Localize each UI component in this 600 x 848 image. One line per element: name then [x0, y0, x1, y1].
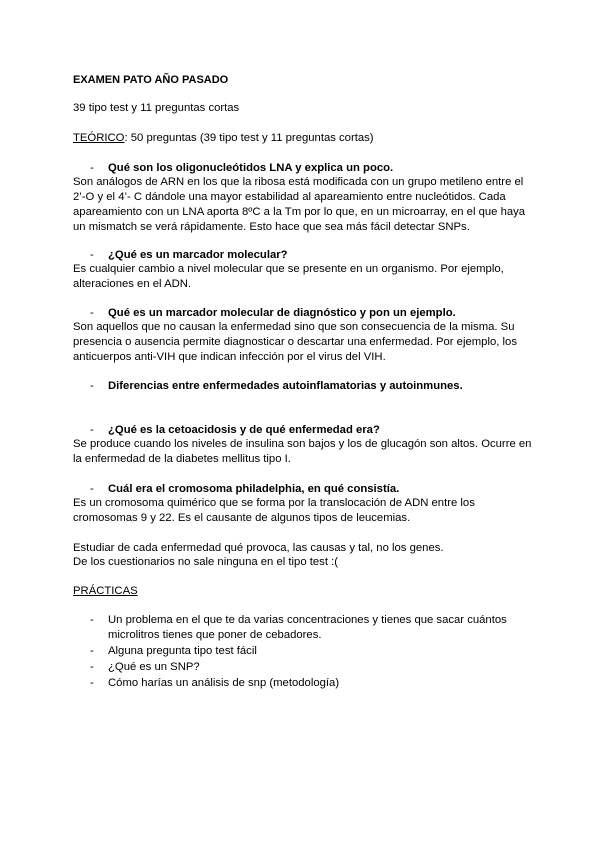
question-text: Qué es un marcador molecular de diagnóstico y pon un ejemplo.	[108, 307, 456, 319]
bullet-dash: -	[90, 645, 94, 657]
list-item-text: Un problema en el que te da varias concentraciones y tienes que sacar cuántos microlitros tienes que poner de cebadores.	[108, 614, 507, 641]
list-item-text: ¿Qué es un SNP?	[108, 661, 200, 673]
answer-2: Es cualquier cambio a nivel molecular que se presente en un organismo. Por ejemplo, alteraciones en el ADN.	[73, 263, 504, 290]
list-item	[90, 613, 530, 643]
question-5	[90, 423, 530, 438]
question-text: Qué son los oligonucleótidos LNA y explica un poco.	[108, 162, 394, 174]
teorico-label: TEÓRICO	[73, 132, 125, 144]
question-text: ¿Qué es un marcador molecular?	[108, 249, 288, 261]
list-item-text: Cómo harías un análisis de snp (metodología)	[108, 677, 340, 689]
list-item	[90, 676, 530, 691]
answer-6: Es un cromosoma quimérico que se forma por la translocación de ADN entre los cromosomas 9 y 22. Es el causante de algunos tipos de leucemias.	[73, 497, 475, 524]
question-1	[90, 161, 530, 176]
bullet-dash: -	[90, 677, 94, 689]
list-item	[90, 660, 530, 675]
bullet-dash: -	[90, 483, 94, 495]
bullet-dash: -	[90, 614, 94, 626]
study-note-1: Estudiar de cada enfermedad qué provoca, las causas y tal, no los genes.	[73, 542, 444, 554]
question-2	[90, 248, 530, 263]
practicas-list	[90, 613, 530, 692]
bullet-dash: -	[90, 424, 94, 436]
practicas-heading: PRÁCTICAS	[73, 585, 138, 597]
answer-3: Son aquellos que no causan la enfermedad sino que son consecuencia de la misma. Su presencia o ausencia permite diagnosticar o descartar una enfermedad. Por ejemplo, los anticuerpos anti-VIH que indican infección por el virus del VIH.	[73, 321, 517, 363]
study-note-2: De los cuestionarios no sale ninguna en el tipo test :(	[73, 556, 339, 568]
bullet-dash: -	[90, 380, 94, 392]
bullet-dash: -	[90, 249, 94, 261]
question-text: Diferencias entre enfermedades autoinflamatorias y autoinmunes.	[108, 380, 463, 392]
question-6	[90, 482, 530, 497]
answer-1: Son análogos de ARN en los que la ribosa está modificada con un grupo metileno entre el 2’-O y el 4’- C dándole una mayor estabilidad al apareamiento entre nucleótidos. Cada apareamiento con un LNA aporta 8ºC a la Tm por lo que, en un microarray, en el que haya un mismatch se verá rápidamente. Esto hace que sea más fácil detectar SNPs.	[73, 176, 526, 233]
bullet-dash: -	[90, 162, 94, 174]
bullet-dash: -	[90, 661, 94, 673]
question-4	[90, 379, 530, 394]
question-3	[90, 306, 530, 321]
document-title: EXAMEN PATO AÑO PASADO	[73, 74, 229, 86]
list-item	[90, 644, 530, 659]
teorico-description: : 50 preguntas (39 tipo test y 11 preguntas cortas)	[124, 132, 374, 144]
document-subtitle: 39 tipo test y 11 preguntas cortas	[73, 102, 240, 114]
bullet-dash: -	[90, 307, 94, 319]
question-text: Cuál era el cromosoma philadelphia, en qué consistía.	[108, 483, 400, 495]
list-item-text: Alguna pregunta tipo test fácil	[108, 645, 257, 657]
answer-5: Se produce cuando los niveles de insulina son bajos y los de glucagón son altos. Ocurre en la enfermedad de la diabetes mellitus tipo I.	[73, 438, 532, 465]
teorico-heading	[73, 131, 533, 146]
question-text: ¿Qué es la cetoacidosis y de qué enfermedad era?	[108, 424, 380, 436]
